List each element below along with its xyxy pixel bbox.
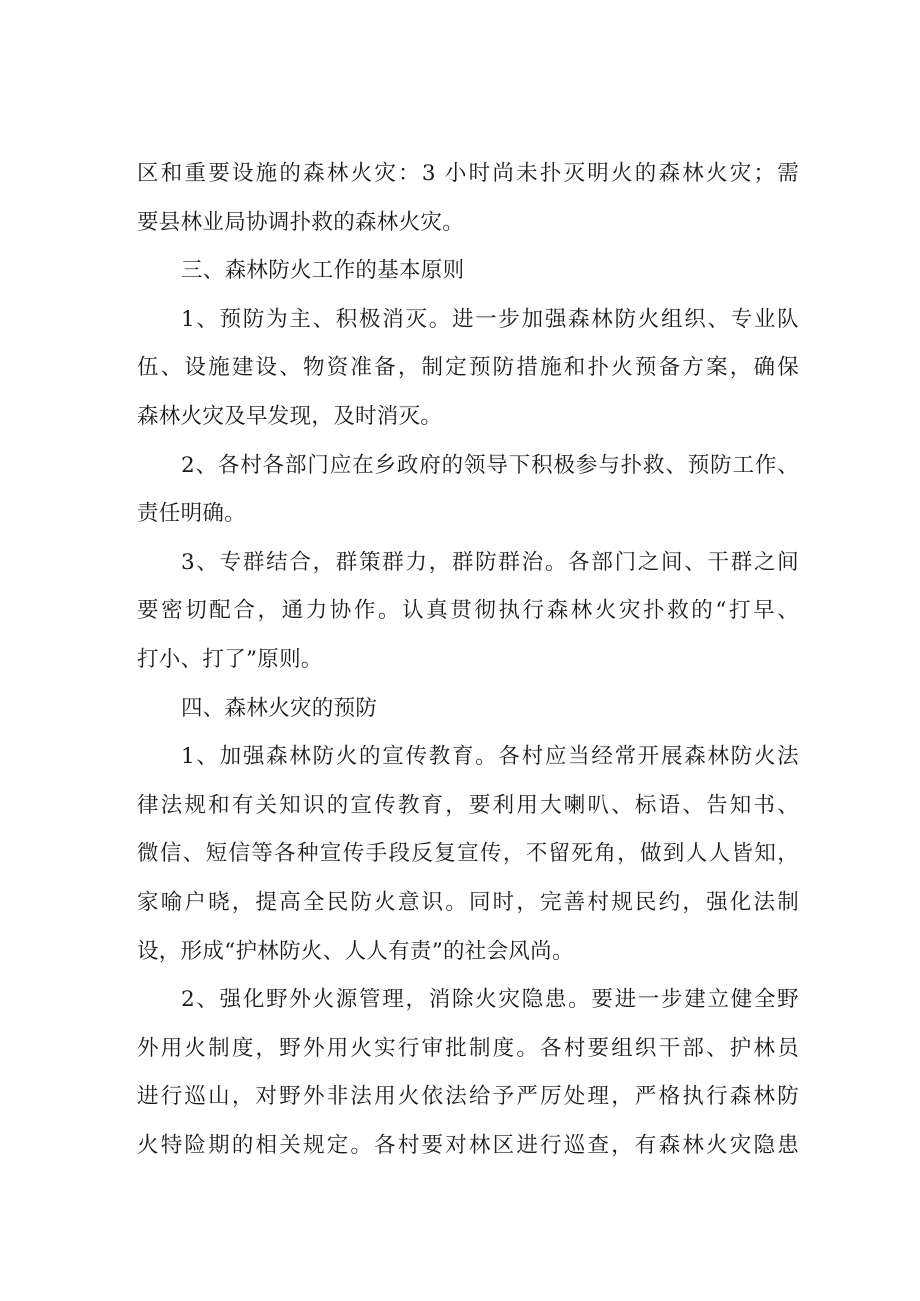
- text-line: 1、加强森林防火的宣传教育。各村应当经常开展森林防火法: [181, 744, 799, 770]
- text-line: 伍、设施建设、物资准备，制定预防措施和扑火预备方案，确保: [137, 355, 799, 381]
- text-line: 家喻户晓，提高全民防火意识。同时，完善村规民约，强化法制: [137, 889, 799, 915]
- text-line: 责任明确。: [137, 501, 247, 527]
- text-line: 区和重要设施的森林火灾：3 小时尚未扑灭明火的森林火灾；需: [137, 161, 799, 186]
- text-line: 三、森林防火工作的基本原则: [181, 258, 465, 284]
- text-line: 进行巡山，对野外非法用火依法给予严厉处理，严格执行森林防: [137, 1084, 799, 1110]
- document-body: [137, 150, 799, 1170]
- text-line: 3、专群结合，群策群力，群防群治。各部门之间、干群之间: [181, 549, 799, 575]
- text-line: 打小、打了”原则。: [137, 646, 323, 672]
- text-line: 微信、短信等各种宣传手段反复宣传，不留死角，做到人人皆知，: [137, 841, 799, 867]
- text-line: 律法规和有关知识的宣传教育，要利用大喇叭、标语、告知书、: [137, 792, 799, 818]
- text-line: 四、森林火灾的预防: [181, 695, 378, 721]
- text-line: 设，形成“护林防火、人人有责”的社会风尚。: [137, 938, 574, 964]
- text-line: 要密切配合，通力协作。认真贯彻执行森林火灾扑救的“打早、: [137, 598, 799, 624]
- text-line: 外用火制度，野外用火实行审批制度。各村要组织干部、护林员: [137, 1035, 799, 1061]
- text-line: 2、强化野外火源管理，消除火灾隐患。要进一步建立健全野: [181, 987, 799, 1013]
- text-line: 要县林业局协调扑救的森林火灾。: [137, 209, 465, 235]
- text-line: 火特险期的相关规定。各村要对林区进行巡查，有森林火灾隐患: [137, 1132, 799, 1158]
- text-line: 1、预防为主、积极消灭。进一步加强森林防火组织、专业队: [181, 306, 799, 332]
- text-line: 森林火灾及早发现，及时消灭。: [137, 403, 443, 429]
- text-line: 2、各村各部门应在乡政府的领导下积极参与扑救、预防工作、: [181, 452, 799, 478]
